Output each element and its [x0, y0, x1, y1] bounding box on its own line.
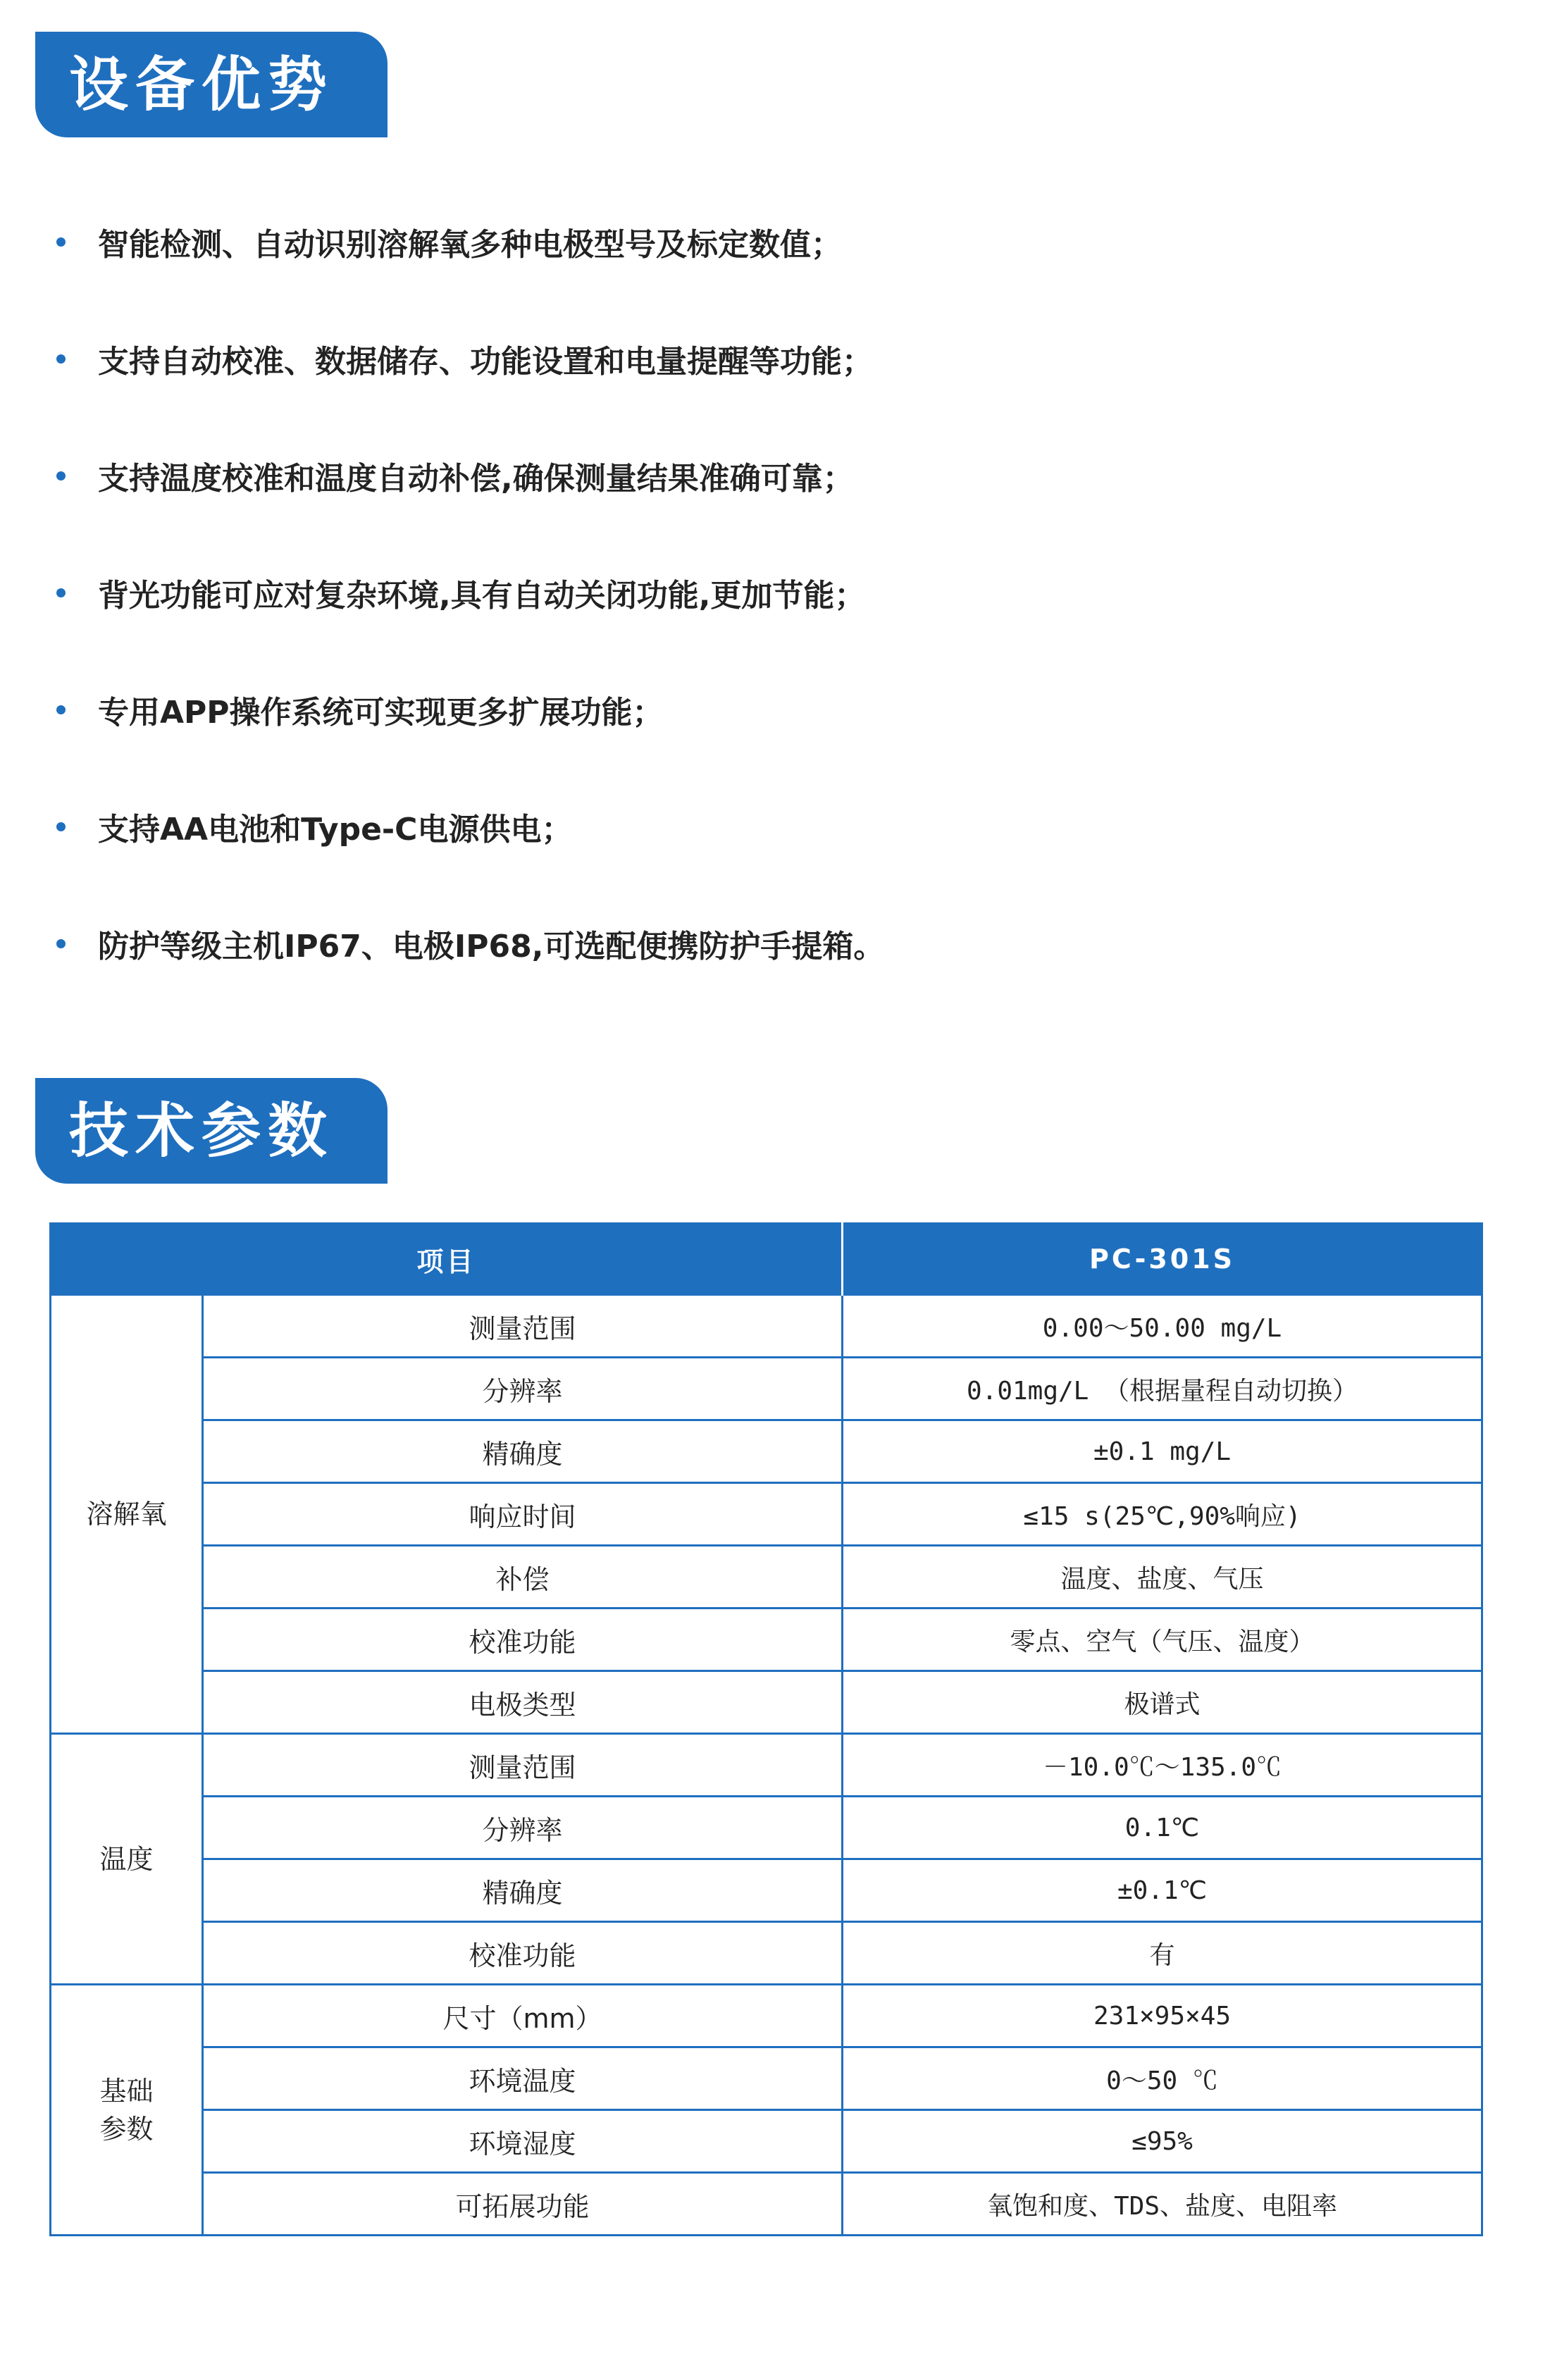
param-cell: 精确度: [203, 1859, 843, 1922]
table-row: [51, 1358, 1482, 1420]
bullet-dot-icon: [56, 939, 66, 948]
param-cell: 精确度: [203, 1420, 843, 1483]
advantage-text: 背光功能可应对复杂环境,具有自动关闭功能,更加节能；: [98, 578, 866, 614]
value-cell: －10.0℃～135.0℃: [843, 1734, 1482, 1797]
param-cell: 测量范围: [203, 1295, 843, 1358]
value-cell: ±0.1℃: [843, 1859, 1482, 1922]
table-row: [51, 1922, 1482, 1985]
value-cell: 231×95×45: [843, 1985, 1482, 2047]
param-cell: 尺寸（mm）: [203, 1985, 843, 2047]
list-item: [49, 885, 1501, 1002]
group-label-basic-params: [51, 1985, 203, 2236]
bullet-dot-icon: [56, 588, 66, 597]
table-row: [51, 1985, 1482, 2047]
advantage-text: 支持AA电池和Type-C电源供电；: [98, 812, 573, 848]
param-cell: 可拓展功能: [203, 2173, 843, 2236]
value-cell: 0.1℃: [843, 1797, 1482, 1859]
param-cell: 分辨率: [203, 1358, 843, 1420]
list-item: [49, 768, 1501, 885]
value-cell: 零点、空气（气压、温度）: [843, 1609, 1482, 1671]
group-label-line: 基础: [99, 2075, 154, 2107]
bullet-dot-icon: [56, 354, 66, 364]
param-cell: 电极类型: [203, 1671, 843, 1734]
table-header-row: [51, 1224, 1482, 1295]
param-cell: 响应时间: [203, 1483, 843, 1546]
param-cell: 校准功能: [203, 1609, 843, 1671]
table-row: [51, 2173, 1482, 2236]
bullet-dot-icon: [56, 471, 66, 481]
section-title-specs: 技术参数: [35, 1078, 388, 1184]
header-model: PC-301S: [843, 1224, 1482, 1295]
section-title-advantages: 设备优势: [35, 32, 388, 137]
header-item: 项目: [51, 1224, 843, 1295]
table-row: [51, 1546, 1482, 1609]
value-cell: 温度、盐度、气压: [843, 1546, 1482, 1609]
list-item: [49, 300, 1501, 417]
value-cell: 有: [843, 1922, 1482, 1985]
table-row: [51, 1671, 1482, 1734]
value-cell: 0.00～50.00 mg/L: [843, 1295, 1482, 1358]
value-cell: ±0.1 mg/L: [843, 1420, 1482, 1483]
table-row: [51, 1859, 1482, 1922]
value-cell: 氧饱和度、TDS、盐度、电阻率: [843, 2173, 1482, 2236]
param-cell: 分辨率: [203, 1797, 843, 1859]
advantage-text: 专用APP操作系统可实现更多扩展功能；: [98, 695, 664, 731]
list-item: [49, 651, 1501, 768]
table-row: [51, 2047, 1482, 2110]
table-row: [51, 1420, 1482, 1483]
advantage-text: 支持自动校准、数据储存、功能设置和电量提醒等功能；: [98, 344, 873, 380]
value-cell: ≤95%: [843, 2110, 1482, 2173]
param-cell: 环境湿度: [203, 2110, 843, 2173]
advantages-list: [49, 183, 1501, 1002]
param-cell: 环境温度: [203, 2047, 843, 2110]
table-row: [51, 1797, 1482, 1859]
spec-table: [49, 1222, 1483, 2236]
table-row: [51, 1295, 1482, 1358]
bullet-dot-icon: [56, 705, 66, 714]
advantage-text: 智能检测、自动识别溶解氧多种电极型号及标定数值；: [98, 227, 842, 263]
param-cell: 校准功能: [203, 1922, 843, 1985]
value-cell: 极谱式: [843, 1671, 1482, 1734]
table-row: [51, 1483, 1482, 1546]
value-cell: 0.01mg/L （根据量程自动切换）: [843, 1358, 1482, 1420]
param-cell: 补偿: [203, 1546, 843, 1609]
value-cell: ≤15 s(25℃,90%响应): [843, 1483, 1482, 1546]
table-row: [51, 2110, 1482, 2173]
list-item: [49, 183, 1501, 300]
value-cell: 0～50 ℃: [843, 2047, 1482, 2110]
advantage-text: 防护等级主机IP67、电极IP68,可选配便携防护手提箱。: [98, 929, 885, 965]
group-label-dissolved-oxygen: 溶解氧: [51, 1295, 203, 1734]
bullet-dot-icon: [56, 822, 66, 831]
table-row: [51, 1734, 1482, 1797]
group-label-line: 参数: [99, 2113, 154, 2145]
table-row: [51, 1609, 1482, 1671]
bullet-dot-icon: [56, 237, 66, 247]
list-item: [49, 534, 1501, 651]
advantage-text: 支持温度校准和温度自动补偿,确保测量结果准确可靠；: [98, 461, 854, 497]
group-label-temperature: 温度: [51, 1734, 203, 1985]
param-cell: 测量范围: [203, 1734, 843, 1797]
list-item: [49, 417, 1501, 534]
